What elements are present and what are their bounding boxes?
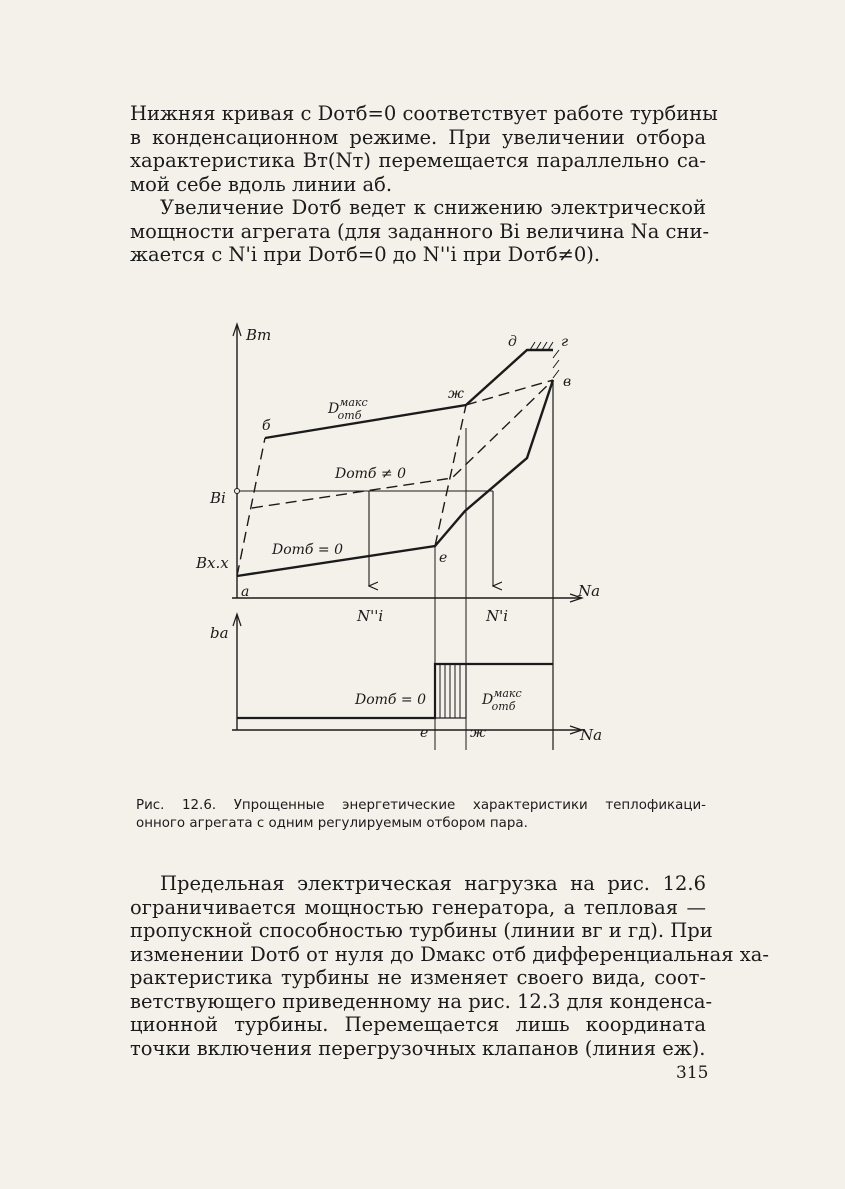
text-line: изменении Dотб от нуля до Dмакс отб дифференциальная ха- [130, 942, 769, 966]
region-label-zero: Dотб = 0 [355, 692, 427, 708]
paragraph-3 [130, 872, 769, 1060]
tick-n2: N''i [357, 607, 384, 625]
text-line: пропускной способностью турбины (линии вг и гд). При [130, 919, 713, 942]
curve-label-max: $D^{макс}$ отб [328, 396, 368, 422]
text-line: характеристика Bт(Nт) перемещается параллельно са- [130, 149, 706, 172]
text-line: мой себе вдоль линии аб. [130, 172, 393, 196]
tick-bi: Bi [210, 489, 226, 507]
line-ge [435, 405, 466, 546]
figure-12-6 [190, 318, 610, 768]
paragraph-1 [130, 102, 718, 196]
label-ba: bа [210, 624, 229, 642]
text-line: мощности агрегата (для заданного Bi величина Nа сни- [130, 219, 710, 243]
caption-line: Рис. 12.6. Упрощенные энергетические характеристики теплофикаци- [136, 798, 706, 813]
label-na-lower: Nа [580, 726, 603, 744]
curve-d-max [265, 350, 553, 438]
paragraph-2 [130, 196, 710, 267]
tick-n1: N'i [486, 607, 509, 625]
label-d: д [508, 334, 517, 350]
label-bt: Bт [246, 326, 272, 344]
figure-caption [136, 797, 706, 833]
curve-label-zero: Dотб = 0 [272, 542, 344, 558]
text-line: Увеличение Dотб ведет к снижению электрической [160, 196, 706, 219]
label-zh-lower: ж [470, 725, 486, 741]
text-line: жается с N'i при Dотб=0 до N''i при Dотб≠0). [130, 243, 601, 266]
text-line: ветствующего приведенному на рис. 12.3 для конденса- [130, 989, 713, 1013]
label-e-lower: е [420, 725, 429, 741]
text-line: рактеристика турбины не изменяет своего вида, соот- [130, 966, 706, 989]
label-zh: ж [448, 386, 464, 402]
text-line: ограничивается мощностью генератора, а тепловая — [130, 895, 706, 919]
curve-d-ne0 [252, 380, 553, 508]
page-number: 315 [676, 1063, 709, 1083]
label-v: в [563, 374, 572, 390]
curve-label-ne0: Dотб ≠ 0 [335, 466, 407, 482]
text-line: Нижняя кривая с Dотб=0 соответствует работе турбины [130, 102, 718, 125]
label-g: е [439, 550, 448, 566]
label-b: б [262, 418, 271, 434]
tick-bxx: Bх.х [196, 554, 229, 572]
text-line: в конденсационном режиме. При увеличении отбора [130, 125, 706, 149]
label-na-upper: Nа [578, 582, 601, 600]
label-a: а [241, 584, 250, 600]
caption-line: онного агрегата с одним регулируемым отбором пара. [136, 816, 528, 831]
text-line: Предельная электрическая нагрузка на рис. 12.6 [160, 872, 706, 895]
label-g-top: г [561, 334, 569, 350]
text-line: точки включения перегрузочных клапанов (линия еж). [130, 1036, 706, 1060]
region-label-max: $D^{макс}$ отб [482, 687, 522, 713]
text-line: ционной турбины. Перемещается лишь координата [130, 1013, 706, 1036]
